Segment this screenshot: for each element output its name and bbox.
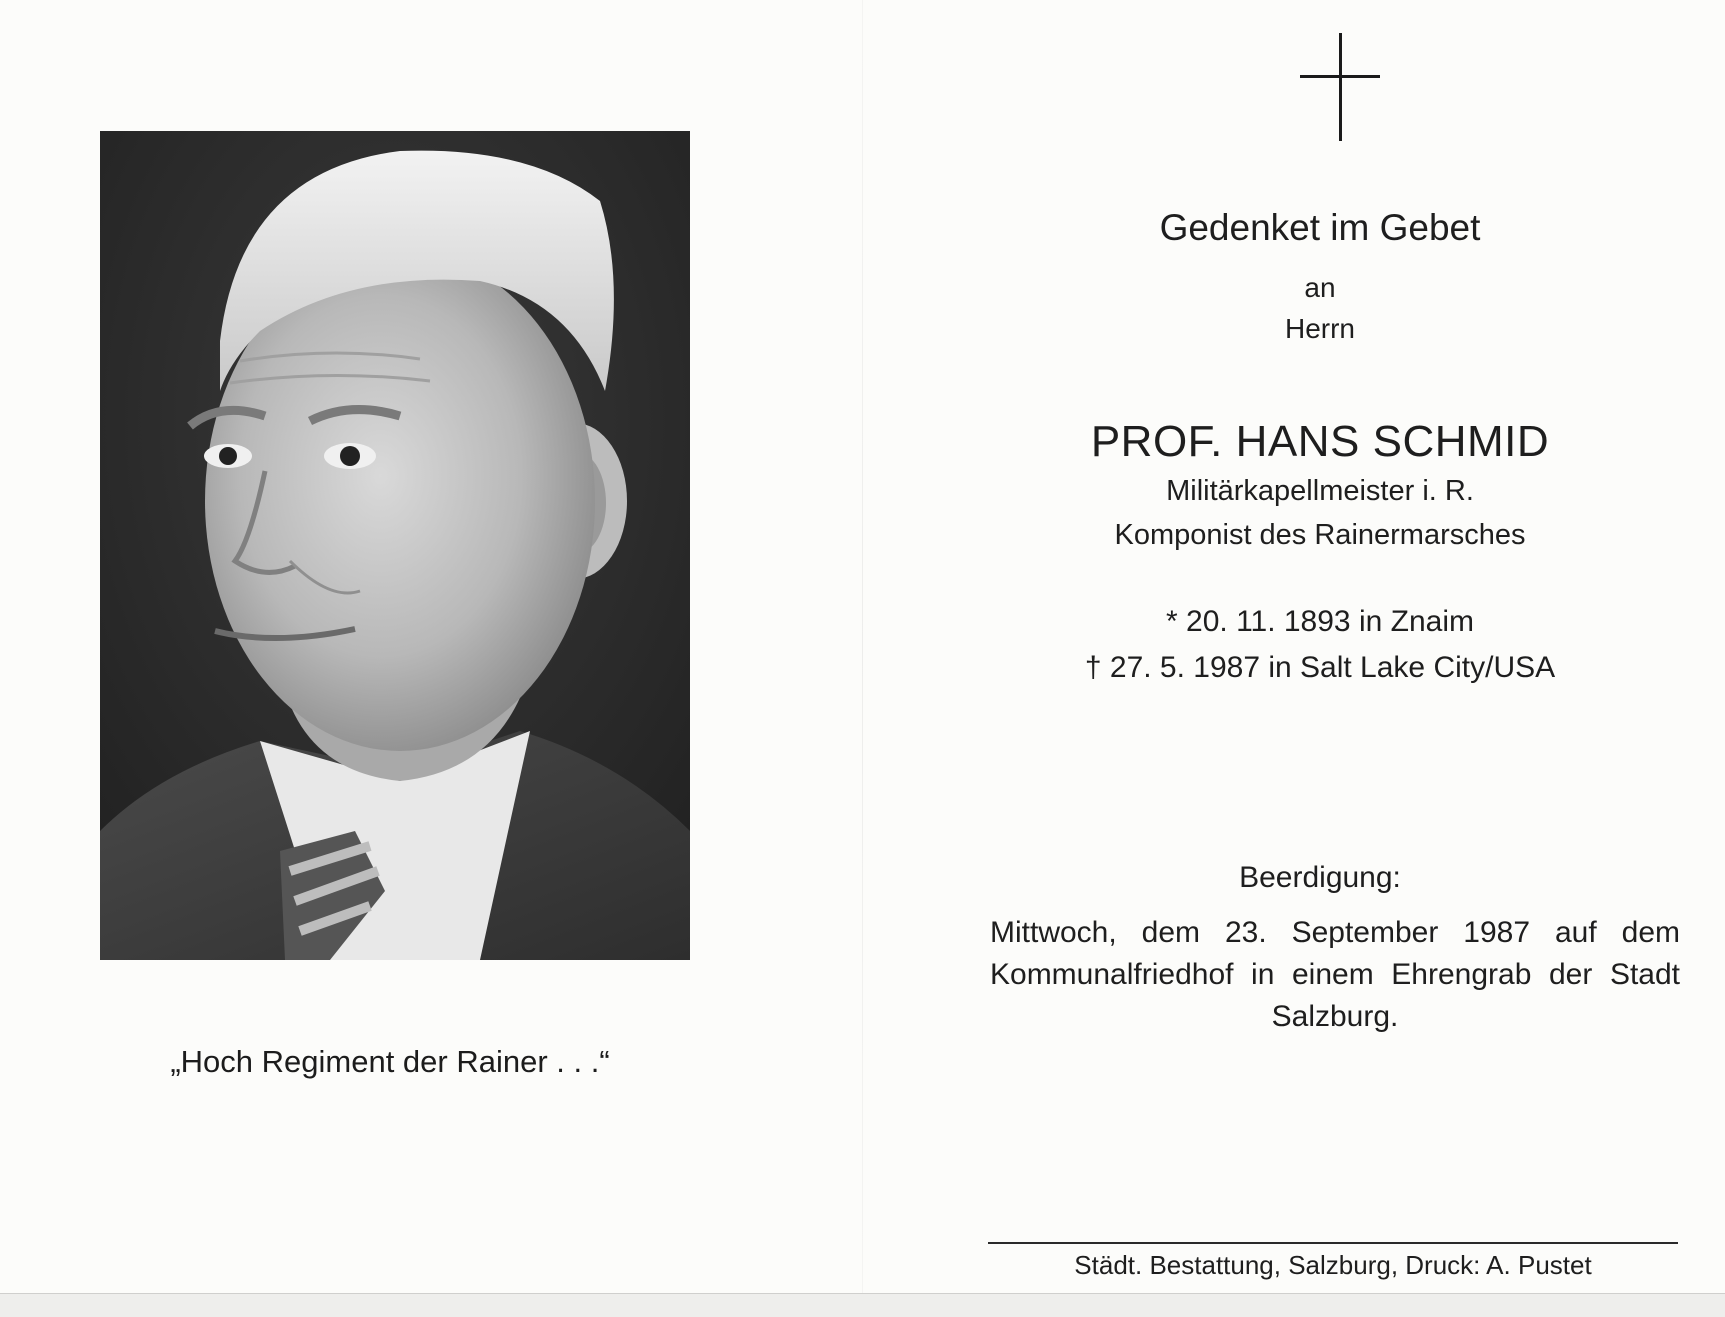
portrait-photo [100,131,690,960]
divider-rule [988,1242,1678,1244]
burial-heading: Beerdigung: [1239,861,1401,894]
an-text: an [1304,272,1336,303]
burial-line-1: Mittwoch, dem 23. September 1987 auf dem [990,916,1680,949]
heading-text: Gedenket im Gebet [1159,207,1481,248]
card-fold [862,0,863,1300]
herrn-text: Herrn [1284,313,1355,344]
card-bottom-edge [0,1293,1725,1317]
burial-details [990,912,1680,1038]
quote-text: „Hoch Regiment der Rainer . . .“ [170,1044,610,1079]
burial-line-2: Kommunalfriedhof in einem Ehrengrab der Stadt [990,958,1680,991]
title-line-1: Militärkapellmeister i. R. [1166,475,1474,507]
printer-credit: Städt. Bestattung, Salzburg, Druck: A. Pustet [1074,1250,1592,1280]
deceased-name: PROF. HANS SCHMID [1090,417,1550,466]
death-date: † 27. 5. 1987 in Salt Lake City/USA [1084,651,1556,684]
burial-line-3: Salzburg. [1271,1000,1399,1033]
title-line-2: Komponist des Rainermarsches [1114,519,1526,551]
cross-icon [1300,33,1380,141]
birth-date: * 20. 11. 1893 in Znaim [1166,605,1474,638]
